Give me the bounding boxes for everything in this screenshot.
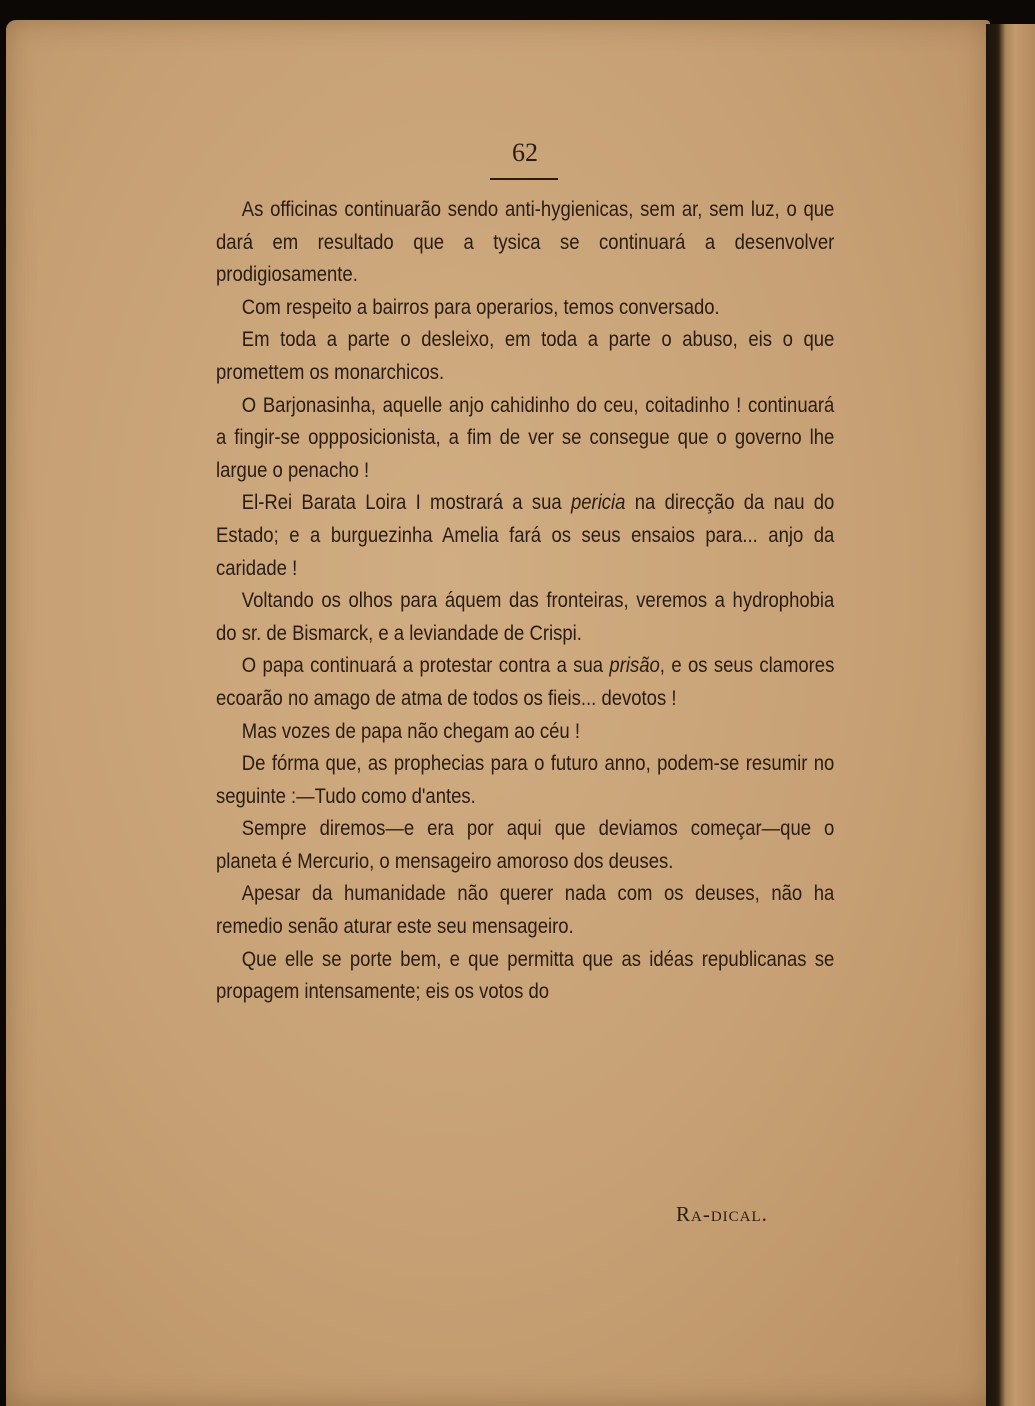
text-run: na direcção da nau do Estado; e a burguezinha Amelia fará os seus ensaios para... anjo da caridade ! (216, 490, 835, 580)
paragraph: De fórma que, as prophecias para o futuro anno, podem-se resumir no seguinte :—Tudo como d'antes. (216, 751, 835, 808)
paragraph: Mas vozes de papa não chegam ao céu ! (241, 718, 580, 743)
paragraph: Com respeito a bairros para operarios, temos conversado. (241, 294, 720, 319)
text-run: El-Rei Barata Loira I mostrará a sua (241, 490, 571, 515)
paragraph (216, 486, 834, 584)
text-run: , e os seus clamores ecoarão no amago de atma de todos os fieis... devotos ! (216, 653, 835, 710)
paragraph: O Barjonasinha, aquelle anjo cahidinho do ceu, coitadinho ! continuará a fingir-se oppposicionista, a fim de ver se consegue que o governo lhe largue o penacho ! (216, 392, 835, 482)
paragraph: Em toda a parte o desleixo, em toda a parte o abuso, eis o que promettem os monarchicos. (216, 327, 835, 384)
binding-edge (986, 24, 1035, 1406)
italic-text: pericia (570, 490, 626, 515)
italic-text: prisão (609, 653, 660, 678)
paragraph (216, 649, 834, 714)
page-number: 62 (512, 138, 538, 167)
paragraph: As officinas continuarão sendo anti-hygienicas, sem ar, sem luz, o que dará em resultado que a tysica se continuará a desenvolver prodigiosamente. (216, 197, 835, 287)
paragraph: Apesar da humanidade não querer nada com os deuses, não ha remedio senão aturar este seu mensageiro. (216, 881, 835, 939)
body-text (216, 193, 834, 1008)
paragraph: Sempre diremos—e era por aqui que deviamos começar—que o planeta é Mercurio, o mensageiro amoroso dos deuses. (216, 816, 835, 873)
paragraph: Que elle se porte bem, e que permitta que as idéas republicanas se propagem intensamente; eis os votos do (216, 946, 835, 1004)
paragraph: Voltando os olhos para áquem das fronteiras, veremos a hydrophobia do sr. de Bismarck, e a leviandade de Crispi. (216, 588, 835, 645)
text-run: O papa continuará a protestar contra a sua (241, 653, 610, 678)
page-number-rule (490, 178, 558, 180)
author-signature: Ra-dical. (676, 1202, 768, 1226)
